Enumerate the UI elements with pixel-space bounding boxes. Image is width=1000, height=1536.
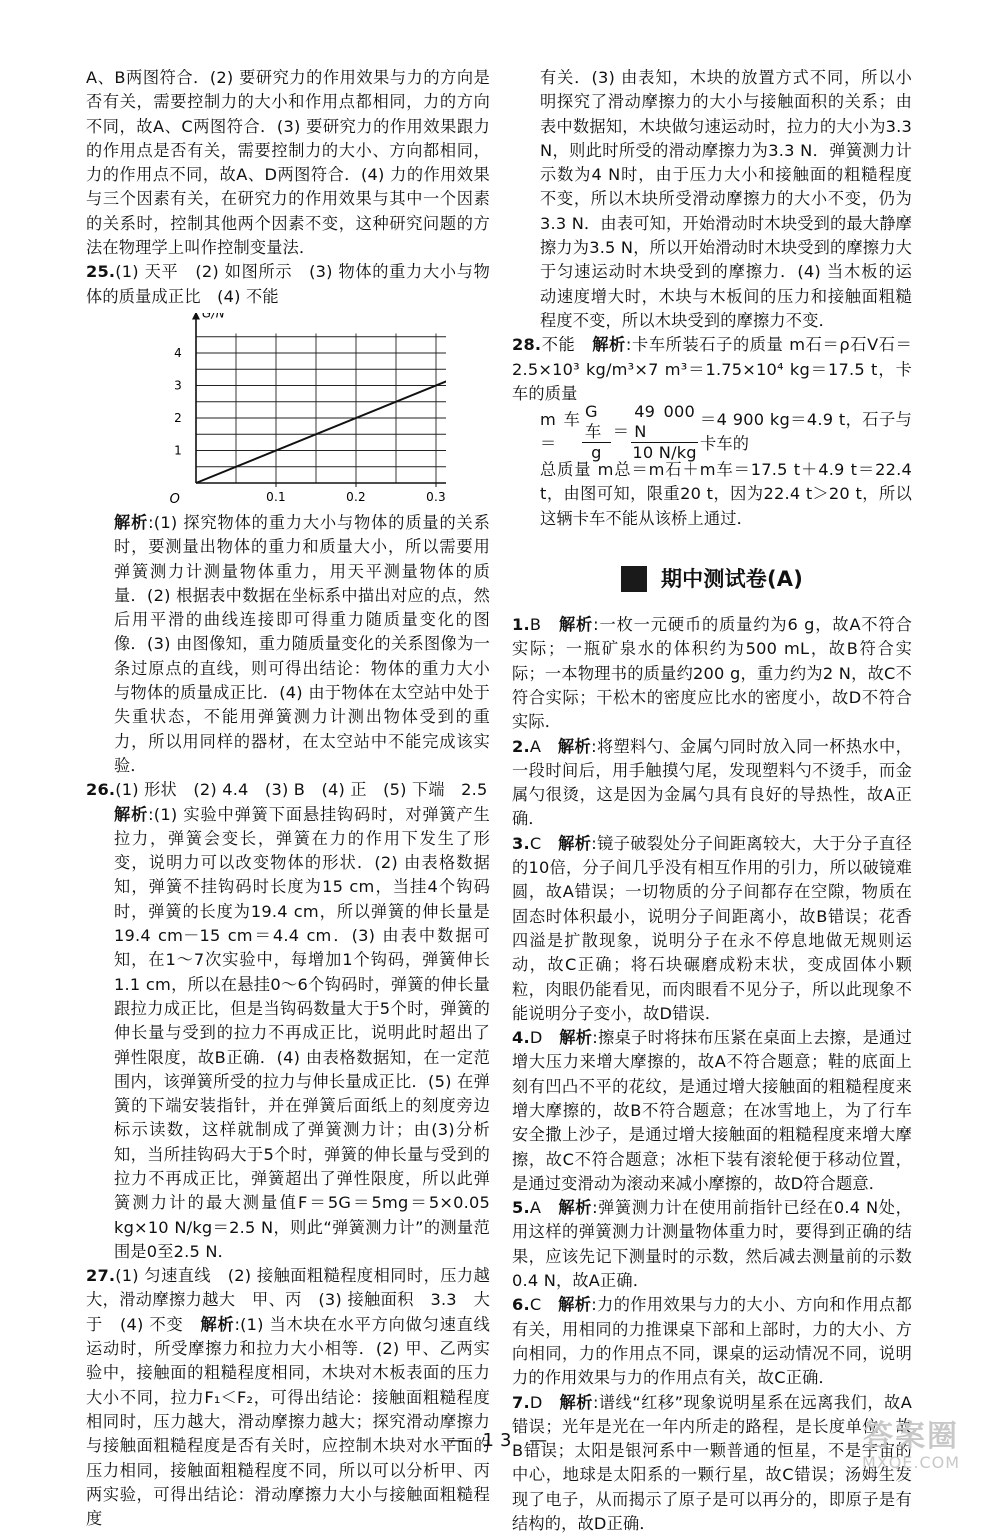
q28-line1: :卡车所装石子的质量 m石＝ρ石V石＝2.5×10³ kg/m³×7 m³＝1.75×10⁴ kg＝17.5 t，卡车的质量 — [512, 335, 913, 403]
q28-formula — [512, 401, 912, 462]
q26-analysis-text: :(1) 实验中弹簧下面悬挂钩码时，对弹簧产生拉力，弹簧会变长，弹簧在力的作用下发生了形变，说明力可以改变物体的形状．(2) 由表格数据知，弹簧不挂钩码时长度为15 cm，当挂4个钩码时，弹簧的长度为19.4 cm，所以弹簧的伸长量是19.4 cm－15 cm＝4.4 cm．(3) 由表中数据可知，在1～7次实验中，每增加1个钩码，弹簧伸长1.1 cm，所以在悬挂0～6个钩码时，弹簧的伸长量跟拉力成正比，但是当钩码数量大于5个时，弹簧的伸长量与受到的拉力不再成正比，说明此时超出了弹性限度，故B正确．(4) 由表格数据知，在一定范围内，该弹簧所受的拉力与伸长量成正比．(5) 在弹簧的下端安装指针，并在弹簧后面纸上的刻度旁边标示读数，这样就制成了弹簧测力计；由(3)分析知，当所挂钩码大于5个时，弹簧的伸长量与受到的拉力不再成正比，弹簧超出了弹性限度，所以此弹簧测力计的最大测量值F＝5G＝5mg＝5×0.05 kg×10 N/kg＝2.5 N，则此“弹簧测力计”的测量范围是0至2.5 N． — [114, 804, 490, 1261]
answer-item-choice: C — [529, 1295, 542, 1315]
answer-item-analysis-text: :弹簧测力计在使用前指针已经在0.4 N处，用这样的弹簧测力计测量物体重力时，要得到正确的结果，应该先记下测量时的示数，然后减去测量前的示数0.4 N，故A正确． — [512, 1198, 912, 1291]
q28-answer-text: 不能 — [541, 335, 593, 355]
chart-svg — [146, 313, 446, 511]
answer-item-gap — [541, 834, 558, 853]
answer-item — [512, 832, 912, 1026]
right-column — [512, 66, 912, 1536]
answer-item-gap — [541, 615, 559, 634]
watermark-logo — [836, 1420, 986, 1476]
q25-answer — [86, 260, 490, 309]
q27-answer — [86, 1264, 490, 1531]
y-axis-arrow-icon — [192, 313, 200, 320]
q27-answer-text: (1) 匀速直线 (2) 接触面粗糙程度相同时，压力越大，滑动摩擦力越大 甲、丙 (3) 接触面积 3.3 大于 (4) 不变 — [86, 1266, 490, 1334]
answer-item-analysis-label: 解析 — [559, 1028, 593, 1048]
q26-answer-text: (1) 形状 (2) 4.4 (3) B (4) 正 (5) 下端 2.5 — [115, 780, 488, 800]
q26-analysis — [86, 803, 490, 1265]
q28-answer — [512, 333, 912, 406]
q28-m-truck: m车＝ — [540, 409, 580, 454]
answer-item-gap — [543, 1393, 560, 1412]
q27-continuation: 有关．(3) 由表知，木块的放置方式不同，所以小明探究了滑动摩擦力的大小与接触面积的关系；由表中数据知，木块做匀速运动时，拉力的大小为3.3 N，则此时所受的滑动摩擦力为3.3 N．弹簧测力计示数为4 N时，由于压力大小和接触面的粗糙程度不变，所以木块所受滑动摩擦力的大小不变，仍为3.3 N．由表可知，开始滑动时木块受到的最大静摩擦力为3.5 N，所以开始滑动时木块受到的摩擦力大于匀速运动时木块受到的摩擦力．(4) 当木板的运动速度增大时，木块与木板间的压力和接触面粗糙程度不变，所以木块受到的摩擦力不变． — [540, 68, 912, 330]
answer-item-number: 2. — [512, 736, 530, 756]
answer-item — [512, 1026, 912, 1196]
answer-item-analysis-label: 解析 — [557, 736, 592, 756]
answer-item-analysis-label: 解析 — [558, 833, 592, 853]
q27-number: 27. — [86, 1266, 116, 1286]
left-column — [86, 66, 490, 1531]
answer-item-analysis-label: 解析 — [559, 1392, 593, 1412]
y-tick-label: 2 — [174, 410, 182, 425]
q28-fraction-1 — [582, 402, 611, 463]
answer-item-analysis-text: :力的作用效果与力的大小、方向和作用点都有关，用相同的力推课桌下部和上部时，力的大小、方向相同，力的作用点不同，课桌的运动情况不同，说明力的作用效果与力的作用点有关，故C正确． — [512, 1295, 913, 1388]
q25-analysis — [86, 511, 490, 778]
answer-item-analysis-label: 解析 — [558, 1295, 592, 1315]
q25-answer-text: (1) 天平 (2) 如图所示 (3) 物体的重力大小与物体的质量成正比 (4) 不能 — [86, 262, 490, 306]
answer-item-number: 5. — [512, 1198, 530, 1218]
answer-item — [512, 735, 912, 832]
watermark-line2: MXQE.COM — [861, 1453, 961, 1472]
y-axis-label: G/N — [202, 312, 225, 321]
answer-item — [512, 613, 912, 734]
answer-item-analysis-text: :将塑料勺、金属勺同时放入同一杯热水中，一段时间后，用手触摸勺尾，发现塑料勺不烫手，而金属勺很烫，这是因为金属勺具有良好的导热性，故A正确． — [512, 736, 912, 829]
q28-number: 28. — [512, 335, 542, 355]
y-tick-label: 3 — [174, 378, 182, 393]
q26-answer — [86, 778, 490, 802]
answer-item-choice: D — [529, 1028, 543, 1048]
answer-item-choice: D — [529, 1392, 543, 1412]
q28-frac1-denominator: g — [591, 442, 602, 462]
answer-item-choice: B — [529, 615, 542, 635]
answer-item-analysis-text: :擦桌子时将抹布压紧在桌面上去擦，是通过增大压力来增大摩擦的，故A不符合题意；鞋的底面上刻有凹凸不平的花纹，是通过增大接触面的粗糙程度来增大摩擦的，故B不符合题意；在冰雪地上，为了行车安全撒上沙子，是通过增大接触面的粗糙程度来增大摩擦，故C不符合题意；冰柜下装有滚轮便于移动位置，是通过变滑动为滚动来减小摩擦的，故D符合题意． — [512, 1028, 913, 1193]
q25-number: 25. — [86, 262, 116, 282]
q27-analysis-label: 解析 — [200, 1314, 235, 1334]
answer-item-analysis-text: :谱线“红移”现象说明星系在远离我们，故A错误；光年是光在一年内所走的路程，是长度单位，故B错误；太阳是银河系中一颗普通的恒星，不是宇宙的中心，地球是太阳系的一颗行星，故C错误；汤姆生发现了电子，从而揭示了原子是可以再分的，即原子是有结构的，故D正确． — [512, 1392, 913, 1534]
x-tick-label: 0.1 — [266, 489, 286, 504]
q28-analysis-label: 解析 — [592, 335, 626, 355]
answer-item-gap — [541, 1198, 558, 1217]
x-tick-label: 0.2 — [346, 489, 366, 504]
q25-analysis-text: :(1) 探究物体的重力大小与物体的质量的关系时，要测量出物体的重力和质量大小，所以需要用弹簧测力计测量物体重力，用天平测量物体的质量．(2) 根据表中数据在坐标系中描出对应的点，然后用平滑的曲线连接即可得重力随质量变化的图像．(3) 由图像知，重力随质量变化的关系图像为一条过原点的直线，则可得出结论：物体的重力大小与物体的质量成正比．(4) 由于物体在太空站中处于失重状态，不能用弹簧测力计测出物体受到的重力，所以用同样的器材，在太空站中不能完成该实验． — [114, 512, 490, 775]
answer-item-analysis-label: 解析 — [558, 615, 594, 635]
section-square-icon — [621, 566, 647, 592]
x-tick-label: 0.3 — [426, 489, 446, 504]
answer-list — [512, 613, 912, 1536]
answer-item-analysis-text: :一枚一元硬币的质量约为6 g，故A不符合实际；一瓶矿泉水的体积约为500 mL，故B符合实际；一本物理书的质量约200 g，重力约为2 N，故C不符合实际；干松木的密度应比水的密度小，故D不符合实际． — [512, 615, 912, 732]
answer-item-number: 3. — [512, 833, 530, 853]
q24-continuation: A、B两图符合．(2) 要研究力的作用效果与力的方向是否有关，需要控制力的大小和作用点都相同，力的方向不同，故A、C两图符合．(3) 要研究力的作用效果跟力的作用点是否有关，需要控制力的大小、方向都相同，力的作用点不同，故A、D两图符合．(4) 力的作用效果与三个因素有关，在研究力的作用效果与其中一个因素的关系时，控制其他两个因素不变，这种研究问题的方法在物理学上叫作控制变量法． — [86, 68, 490, 258]
section-title — [512, 559, 912, 599]
answer-item-choice: C — [529, 833, 542, 853]
section-title-text: 期中测试卷(A) — [660, 566, 804, 591]
watermark-line1: 答案圈 — [863, 1419, 959, 1454]
gravity-mass-chart — [146, 313, 446, 511]
answer-item-choice: A — [529, 1198, 542, 1218]
page-number: — 13 — — [446, 1430, 554, 1451]
answer-item-analysis-text: :镜子破裂处分子间距离较大，大于分子直径的10倍，分子间几乎没有相互作用的引力，所以破镜难圆，故A错误；一切物质的分子间都存在空隙，物质在固态时体积最小，说明分子间距离小，故B错误；花香四溢是扩散现象，说明分子在永不停息地做无规则运动，故C正确；将石块碾磨成粉末状，变成固体小颗粒，肉眼仍能看见，而肉眼看不见分子，所以此现象不能说明分子变小，故D错误． — [512, 833, 913, 1023]
q27-analysis-text: :(1) 当木块在水平方向做匀速直线运动时，所受摩擦力和拉力大小相等．(2) 甲、乙两实验中，接触面的粗糙程度相同，木块对木板表面的压力大小不同，拉力F₁＜F₂，可得出结论：接触面粗糙程度相同时，压力越大，滑动摩擦力越大；探究滑动摩擦力与接触面粗糙程度是否有关时，应控制木块对水平面的压力相同，接触面粗糙程度不同，所以可以分析甲、丙两实验，可得出结论：滑动摩擦力大小与接触面粗糙程度 — [86, 1314, 490, 1529]
answer-item-gap — [541, 1295, 558, 1314]
answer-item — [512, 1293, 912, 1390]
q25-analysis-label: 解析 — [114, 512, 149, 532]
answer-item-analysis-label: 解析 — [558, 1198, 593, 1218]
q28-frac1-numerator: G车 — [582, 402, 611, 443]
q26-number: 26. — [86, 780, 116, 800]
q28-frac2-denominator: 10 N/kg — [632, 442, 697, 462]
q28-line3: 总质量 m总＝m石＋m车＝17.5 t＋4.9 t＝22.4 t，由图可知，限重20 t，因为22.4 t＞20 t，所以这辆卡车不能从该桥上通过． — [540, 460, 912, 528]
answer-item-choice: A — [529, 736, 542, 756]
q28-after-fraction: ＝4 900 kg＝4.9 t，石子与卡车的 — [700, 409, 912, 454]
answer-item-number: 1. — [512, 615, 530, 635]
answer-item-number: 4. — [512, 1028, 530, 1048]
origin-label: O — [169, 491, 180, 507]
answer-item — [512, 1196, 912, 1293]
q28-frac2-numerator: 49 000 N — [631, 402, 698, 443]
answer-item-number: 6. — [512, 1295, 530, 1315]
answer-item-number: 7. — [512, 1392, 530, 1412]
y-tick-label: 4 — [174, 345, 182, 360]
q28-fraction-2 — [631, 402, 698, 463]
q28-equals: ＝ — [612, 422, 630, 441]
answer-item-gap — [541, 737, 558, 756]
answer-item-gap — [543, 1028, 560, 1047]
y-tick-label: 1 — [174, 443, 182, 458]
q26-analysis-label: 解析 — [114, 804, 149, 824]
